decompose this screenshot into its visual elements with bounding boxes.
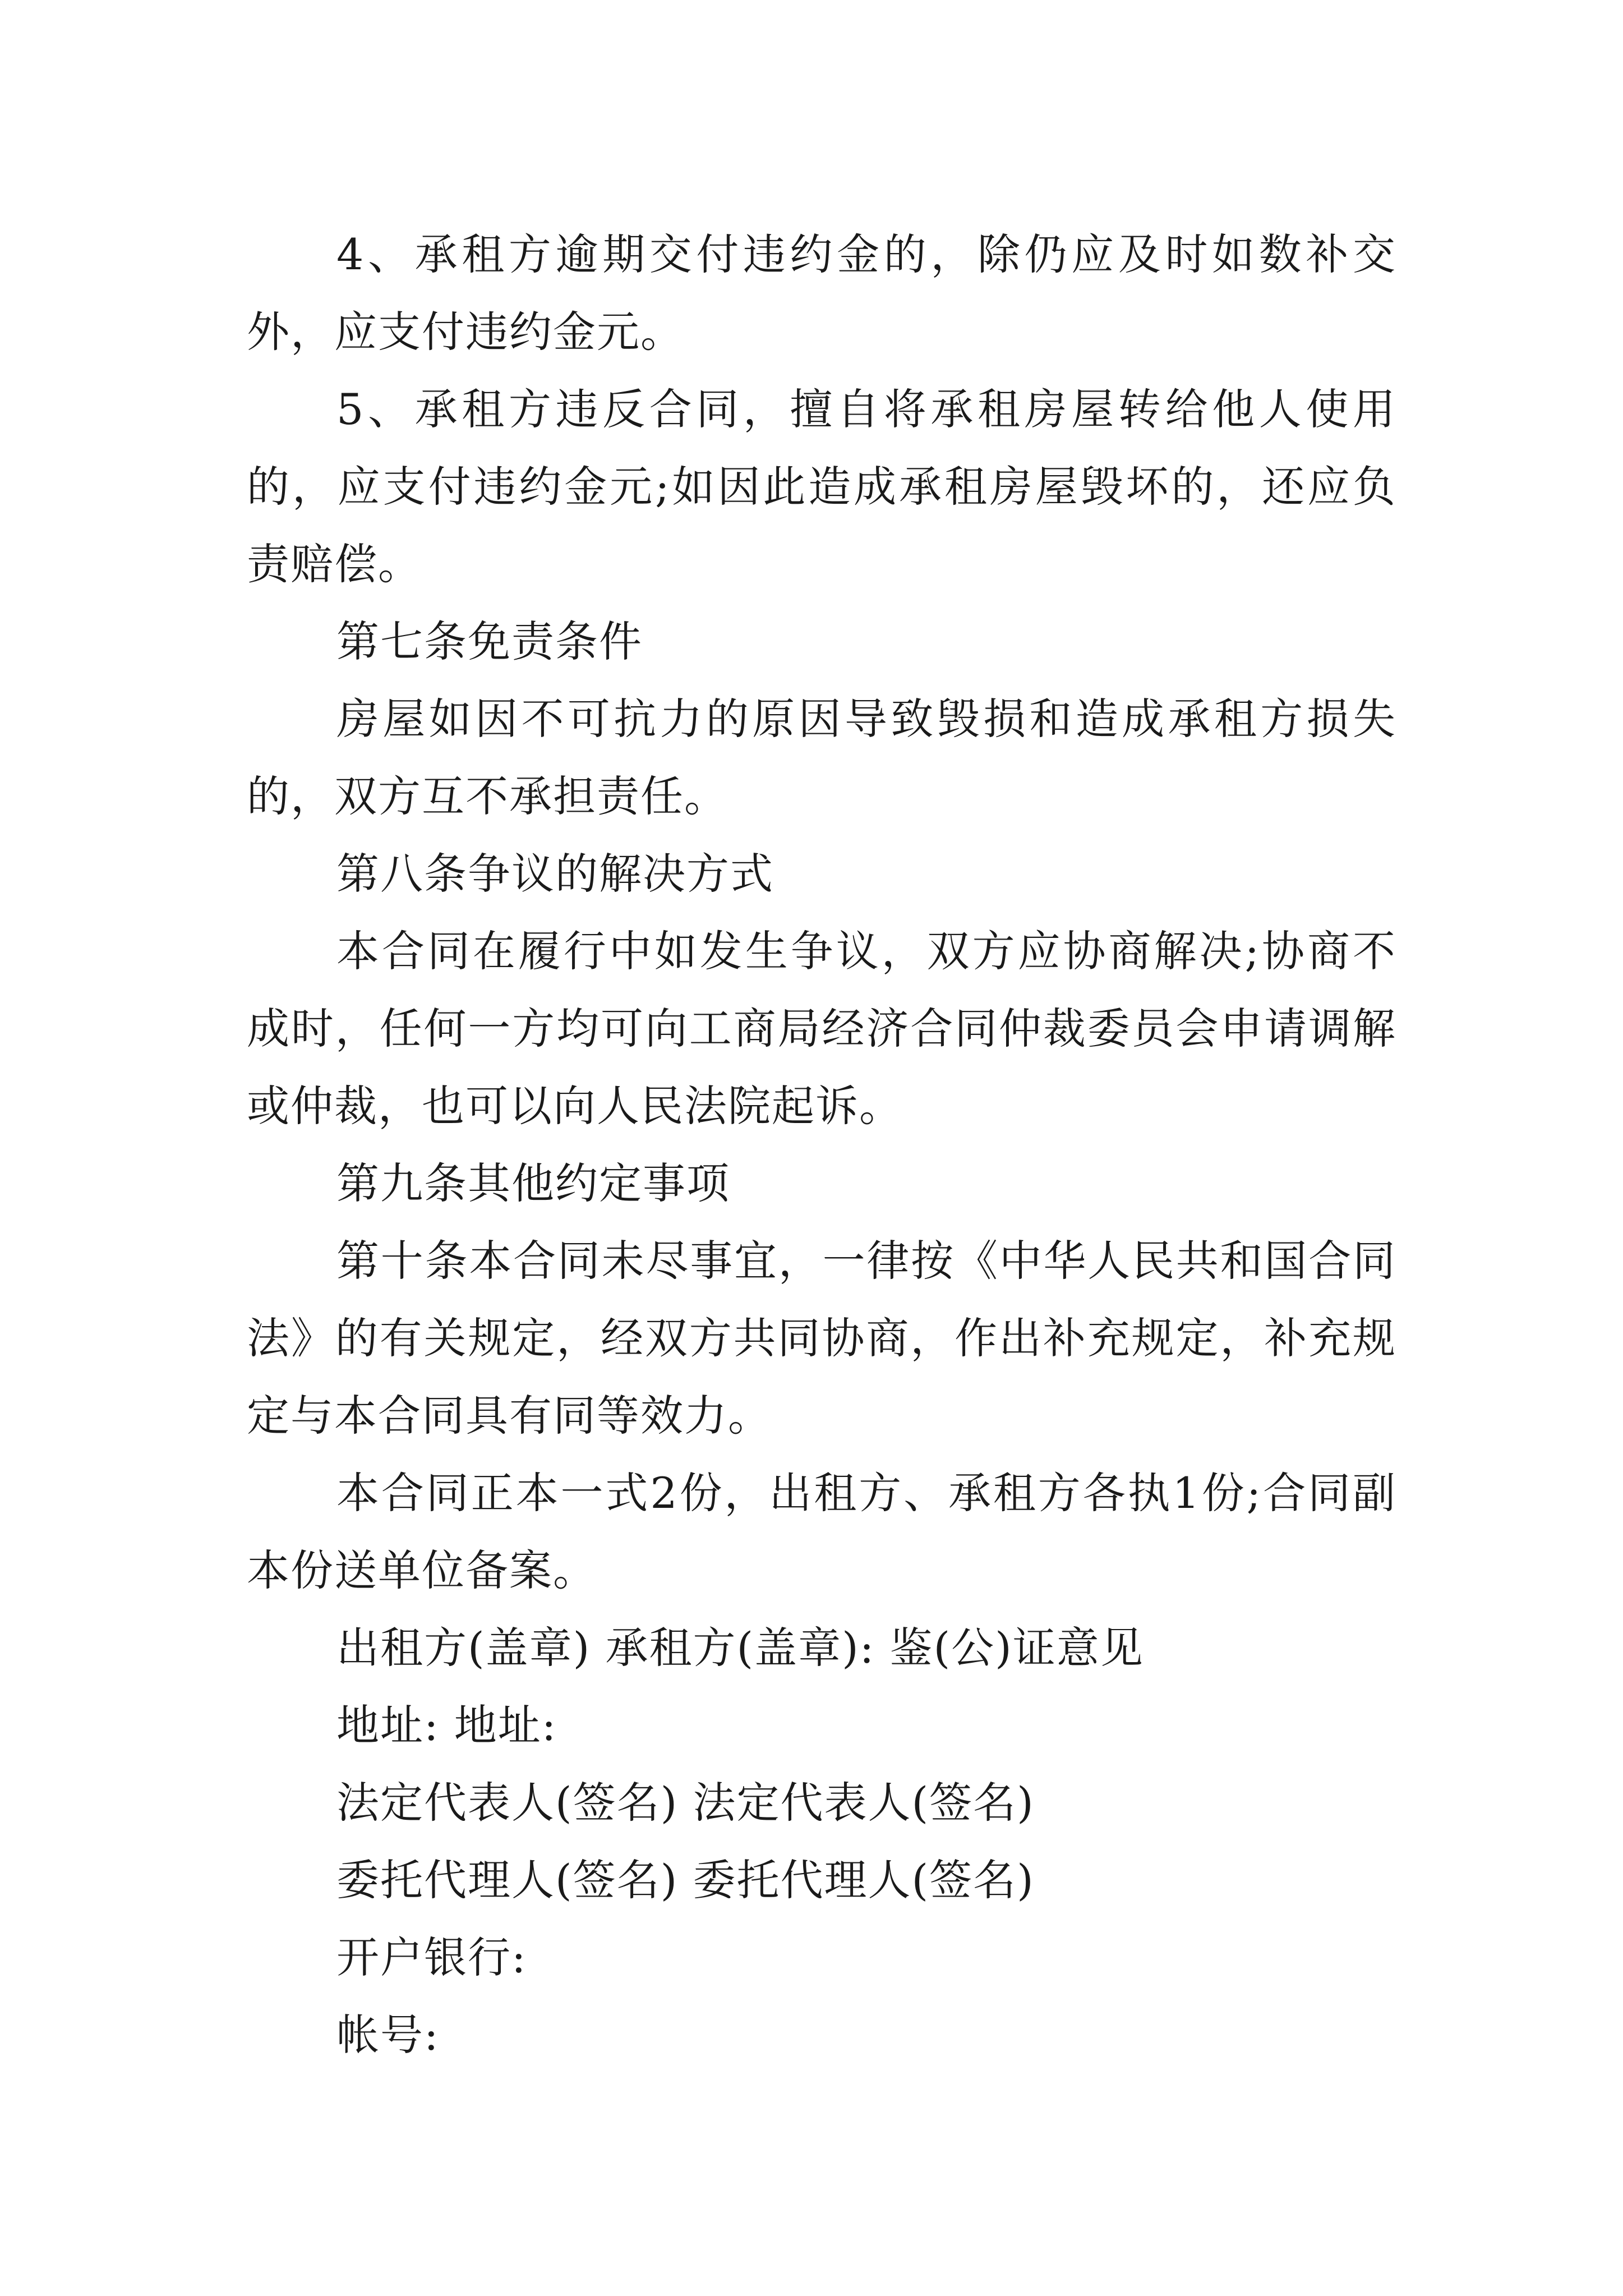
signature-line-legal-rep: 法定代表人(签名) 法定代表人(签名) xyxy=(336,1778,1035,1828)
signature-line-account: 帐号: xyxy=(336,2010,440,2060)
signature-line-agent: 委托代理人(签名) 委托代理人(签名) xyxy=(336,1855,1035,1905)
clause-paragraph: 第十条本合同未尽事宜，一律按《中华人民共和国合同法》的有关规定，经双方共同协商，作出补充规定，补充规定与本合同具有同等效力。 xyxy=(247,1236,1396,1441)
section-heading: 第九条其他约定事项 xyxy=(336,1158,730,1208)
document-body xyxy=(247,216,1396,2074)
signature-line-bank: 开户银行: xyxy=(336,1932,527,1982)
clause-paragraph: 房屋如因不可抗力的原因导致毁损和造成承租方损失的，双方互不承担责任。 xyxy=(247,694,1396,821)
clause-paragraph: 5、承租方违反合同，擅自将承租房屋转给他人使用的，应支付违约金元;如因此造成承租房屋毁坏的，还应负责赔偿。 xyxy=(247,384,1396,589)
section-heading: 第八条争议的解决方式 xyxy=(336,849,774,899)
signature-line-parties: 出租方(盖章) 承租方(盖章): 鉴(公)证意见 xyxy=(336,1623,1144,1673)
signature-line-address: 地址: 地址: xyxy=(336,1700,557,1750)
clause-paragraph: 4、承租方逾期交付违约金的，除仍应及时如数补交外，应支付违约金元。 xyxy=(247,229,1396,357)
clause-paragraph: 本合同正本一式2份，出租方、承租方各执1份;合同副本份送单位备案。 xyxy=(247,1468,1396,1595)
section-heading: 第七条免责条件 xyxy=(336,616,643,666)
clause-paragraph: 本合同在履行中如发生争议，双方应协商解决;协商不成时，任何一方均可向工商局经济合同仲裁委员会申请调解或仲裁，也可以向人民法院起诉。 xyxy=(247,926,1396,1131)
